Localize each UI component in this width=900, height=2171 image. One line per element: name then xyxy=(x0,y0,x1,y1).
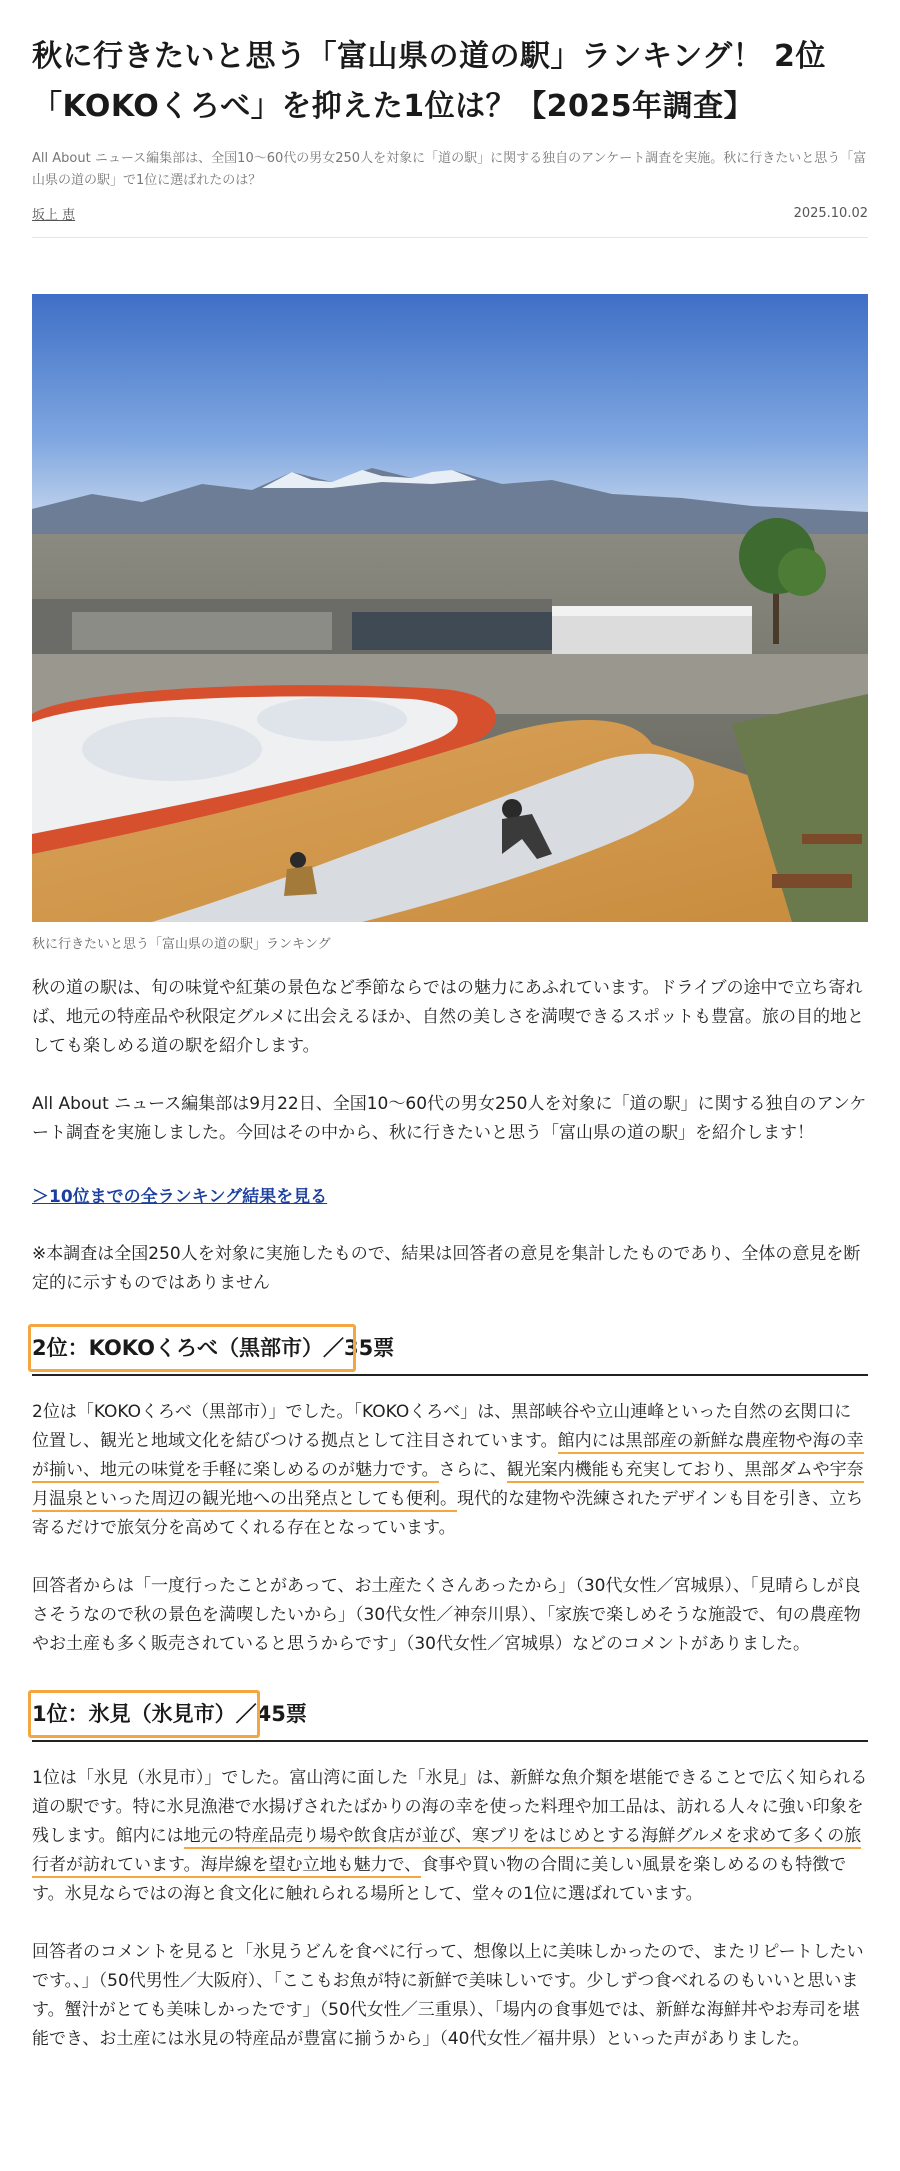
rank-1-text-b: 食事や買い物の合間に美しい風景を楽しめるのも特徴です。氷見ならではの海と食文化に触れられる場所として、堂々の1位に選ばれています。 xyxy=(32,1855,847,1904)
rank-2-votes: ／35票 xyxy=(322,1336,395,1360)
intro-paragraph-2: All About ニュース編集部は9月22日、全国10〜60代の男女250人を対象に「道の駅」に関する独自のアンケート調査を実施しました。今回はその中から、秋に行きたいと思う「富山県の道の駅」を紹介します！ xyxy=(32,1094,867,1143)
hero-figure xyxy=(32,294,868,956)
article-lead: All About ニュース編集部は、全国10〜60代の男女250人を対象に「道の駅」に関する独自のアンケート調査を実施。秋に行きたいと思う「富山県の道の駅」で1位に選ばれたのは？ xyxy=(32,151,867,188)
rank-2-highlight-1: 館内には黒部産の新鮮な農産物や海の幸が揃い、地元の味覚を手軽に楽しめるのが魅力です。 xyxy=(32,1431,864,1483)
rank-2-text-a: 2位は「KOKOくろべ（黒部市）」でした。「KOKOくろべ」は、黒部峡谷や立山連峰といった自然の玄関口に位置し、観光と地域文化を結びつける拠点として注目されています。 xyxy=(32,1402,852,1451)
rank-1-highlight-1: 地元の特産品売り場や飲食店が並び、寒ブリをはじめとする海鮮グルメを求めて多くの旅行者が訪れています。 xyxy=(32,1826,861,1878)
rank-1-label: 1位：氷見（氷見市） xyxy=(32,1702,236,1726)
intro-section xyxy=(32,974,868,1298)
rank-2-text-b: さらに、 xyxy=(438,1460,507,1480)
publish-date: 2025.10.02 xyxy=(793,206,868,221)
rank-2-comments: 回答者からは「一度行ったことがあって、お土産たくさんあったから」（30代女性／宮城県）、「見晴らしが良さそうなので秋の景色を満喫したいから」（30代女性／神奈川県）、「家族で楽しめそうな施設で、旬の農産物やお土産も多く販売されていると思うからです」（30代女性／宮城県）などのコメントがありました。 xyxy=(32,1576,861,1654)
rank-2-text-c: 現代的な建物や洗練されたデザインも目を引き、立ち寄るだけで旅気分を高めてくれる存在となっています。 xyxy=(32,1489,864,1538)
rank-1-votes: ／45票 xyxy=(235,1702,307,1726)
hero-photo xyxy=(32,294,868,922)
rank-2-heading xyxy=(32,1322,868,1376)
author-link[interactable]: 坂上 恵 xyxy=(32,208,76,223)
full-ranking-link[interactable]: ＞10位までの全ランキング結果を見る xyxy=(32,1187,328,1207)
rank-2-label: 2位：KOKOくろべ（黒部市） xyxy=(32,1336,323,1360)
rank-2-body xyxy=(32,1398,868,1659)
intro-paragraph-1: 秋の道の駅は、旬の味覚や紅葉の景色など季節ならではの魅力にあふれています。ドライブの途中で立ち寄れば、地元の特産品や秋限定グルメに出会えるほか、自然の美しさを満喫できるスポットも豊富。旅の目的地としても楽しめる道の駅を紹介します。 xyxy=(32,978,864,1056)
survey-note: ※本調査は全国250人を対象に実施したもので、結果は回答者の意見を集計したものであり、全体の意見を断定的に示すものではありません xyxy=(32,1244,861,1293)
article-meta xyxy=(32,204,868,238)
rank-2-highlight-2: 観光案内機能も充実しており、黒部ダムや宇奈月温泉といった周辺の観光地への出発点としても便利。 xyxy=(32,1460,864,1512)
rank-1-text-a: 1位は「氷見（氷見市）」でした。富山湾に面した「氷見」は、新鮮な魚介類を堪能できることで広く知られる道の駅です。特に氷見漁港で水揚げされたばかりの海の幸を使った料理や加工品は、訪れる人々に強い印象を残します。館内には xyxy=(32,1768,868,1846)
rank-2-paragraph-1 xyxy=(32,1398,868,1543)
photo-caption: 秋に行きたいと思う「富山県の道の駅」ランキング xyxy=(32,937,331,952)
rank-1-body xyxy=(32,1764,868,2054)
rank-1-heading xyxy=(32,1688,868,1742)
rank-1-paragraph-1 xyxy=(32,1764,868,1909)
rank-1-highlight-2: 海岸線を望む立地も魅力で、 xyxy=(201,1855,422,1878)
rank-1-comments: 回答者のコメントを見ると「氷見うどんを食べに行って、想像以上に美味しかったので、またリピートしたいです。、」（50代男性／大阪府）、「ここもお魚が特に新鮮で美味しいです。少しずつ食べれるのもいいと思います。蟹汁がとても美味しかったです」（50代女性／三重県）、「場内の食事処では、新鮮な海鮮丼やお寿司を堪能でき、お土産には氷見の特産品が豊富に揃うから」（40代女性／福井県）といった声がありました。 xyxy=(32,1942,864,2049)
article-title: 秋に行きたいと思う「富山県の道の駅」ランキング！ 2位「KOKOくろべ」を抑えた1位は？【2025年調査】 xyxy=(32,39,826,124)
